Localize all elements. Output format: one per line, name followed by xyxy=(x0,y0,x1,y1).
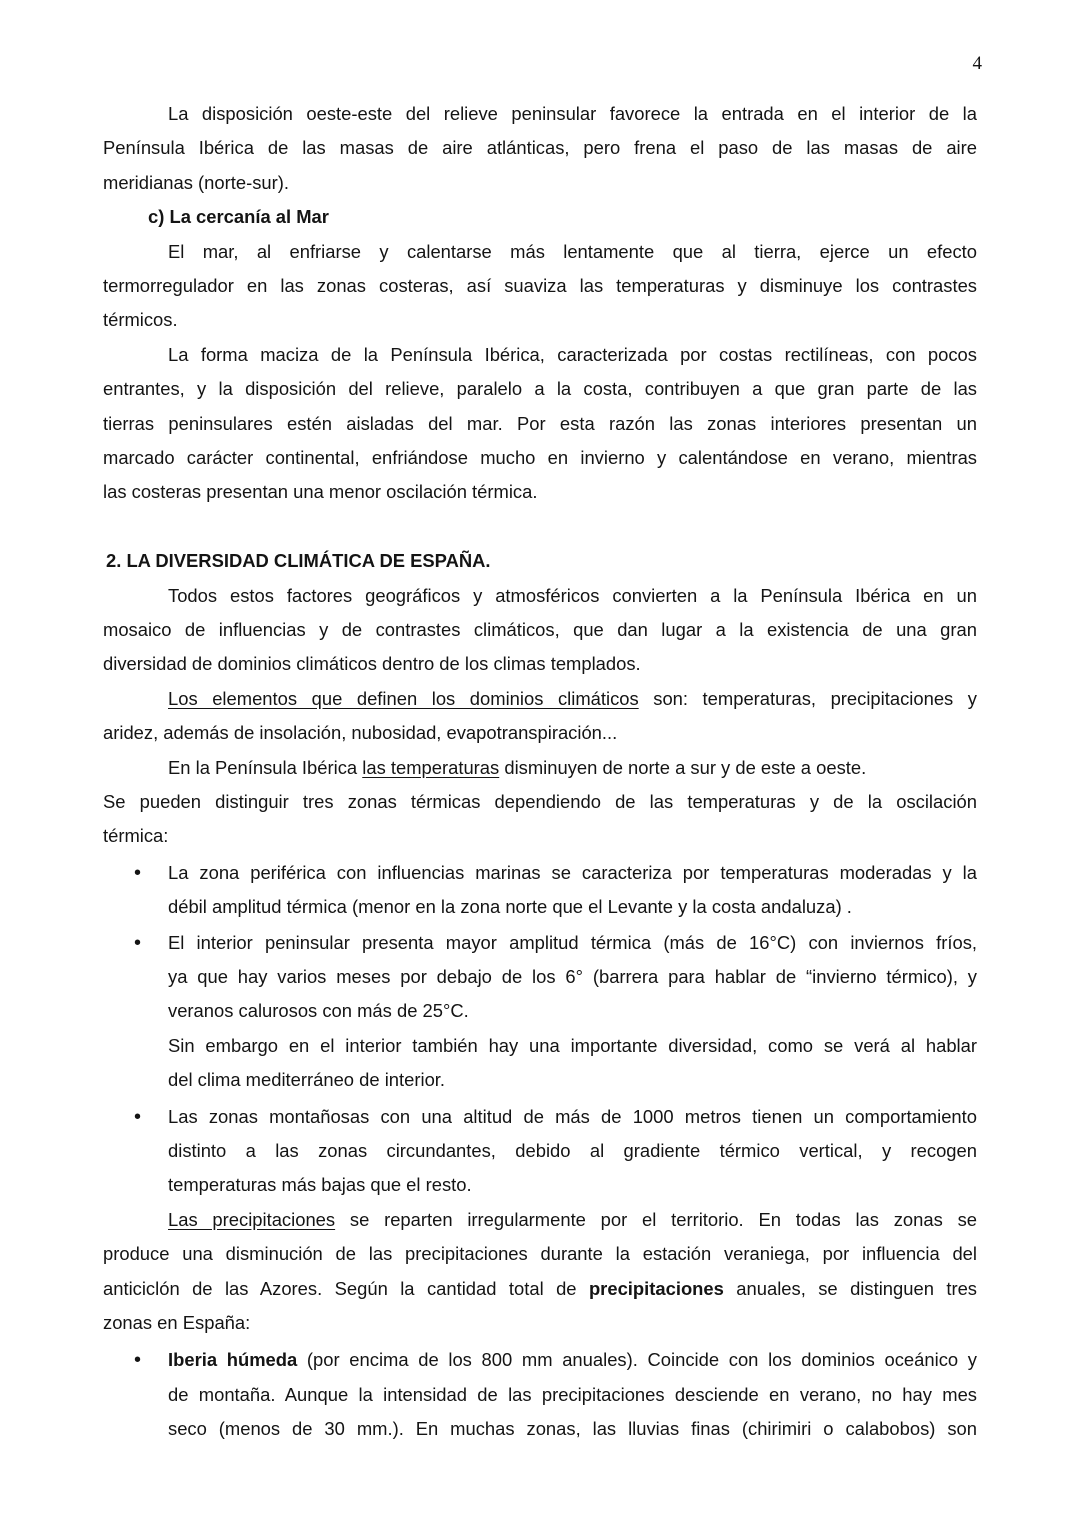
text-span: En la Península Ibérica xyxy=(168,756,363,778)
paragraph-line: aridez, además de insolación, nubosidad, evapotranspiración... xyxy=(103,722,618,744)
bullet: • xyxy=(134,931,142,954)
paragraph-line: las costeras presentan una menor oscilación térmica. xyxy=(103,481,538,503)
paragraph-line: zonas en España: xyxy=(103,1312,251,1333)
paragraph-line: termorregulador en las zonas costeras, así suaviza las temperaturas y disminuye los contrastes xyxy=(103,275,977,296)
page-number: 4 xyxy=(972,53,982,74)
list-item-line: La zona periférica con influencias marinas se caracteriza por temperaturas moderadas y la xyxy=(168,861,977,883)
paragraph-line: La disposición oeste-este del relieve peninsular favorece la entrada en el interior de la xyxy=(168,103,977,124)
bullet: • xyxy=(134,861,142,884)
text-span: anticiclón de las Azores. Según la cantidad total de xyxy=(103,1277,589,1299)
list-item-line: débil amplitud térmica (menor en la zona norte que el Levante y la costa andaluza) . xyxy=(168,896,852,918)
paragraph-line: Se pueden distinguir tres zonas térmicas dependiendo de las temperaturas y de la oscilación xyxy=(103,791,977,812)
paragraph-line: marcado carácter continental, enfriándose mucho en invierno y calentándose en verano, mientras xyxy=(103,447,977,468)
list-item-line: veranos calurosos con más de 25°C. xyxy=(168,1000,469,1022)
text-span: anuales, se distinguen tres xyxy=(723,1277,977,1299)
bold-term: Iberia húmeda xyxy=(168,1349,298,1371)
paragraph-line xyxy=(103,1272,977,1306)
paragraph-line xyxy=(168,1203,977,1237)
list-item-line: temperaturas más bajas que el resto. xyxy=(168,1174,472,1196)
section-heading: 2. LA DIVERSIDAD CLIMÁTICA DE ESPAÑA. xyxy=(106,550,491,572)
bullet: • xyxy=(134,1105,142,1128)
list-item-line: seco (menos de 30 mm.). En muchas zonas, las lluvias finas (chirimiri o calabobos) son xyxy=(168,1418,977,1440)
list-item-line: Sin embargo en el interior también hay una importante diversidad, como se verá al hablar xyxy=(168,1034,977,1056)
paragraph-line: Todos estos factores geográficos y atmosféricos convierten a la Península Ibérica en un xyxy=(168,584,977,606)
list-item-line: de montaña. Aunque la intensidad de las precipitaciones desciende en verano, no hay mes xyxy=(168,1383,977,1405)
bullet: • xyxy=(134,1349,142,1372)
paragraph-line: El mar, al enfriarse y calentarse más lentamente que al tierra, ejerce un efecto xyxy=(168,240,977,262)
list-item-line: distinto a las zonas circundantes, debido al gradiente térmico vertical, y recogen xyxy=(168,1140,977,1161)
underlined-phrase: las temperaturas xyxy=(362,756,500,778)
paragraph-line: mosaico de influencias y de contrastes climáticos, que dan lugar a la existencia de una gran xyxy=(103,619,977,640)
paragraph-line xyxy=(168,751,977,785)
subheading: c) La cercanía al Mar xyxy=(148,206,329,228)
underlined-phrase: Las precipitaciones xyxy=(168,1208,336,1230)
list-item-line: Las zonas montañosas con una altitud de más de 1000 metros tienen un comportamiento xyxy=(168,1105,977,1127)
text-span: son: temperaturas, precipitaciones y xyxy=(638,687,977,709)
paragraph-line xyxy=(168,682,977,716)
paragraph-line: entrantes, y la disposición del relieve, paralelo a la costa, contribuyen a que gran parte de las xyxy=(103,378,977,400)
text-span: se reparten irregularmente por el territorio. En todas las zonas se xyxy=(335,1208,977,1230)
text-span: disminuyen de norte a sur y de este a oeste. xyxy=(499,756,867,778)
paragraph-line: térmicos. xyxy=(103,309,178,331)
paragraph-line: tierras peninsulares estén aisladas del mar. Por esta razón las zonas interiores presentan un xyxy=(103,412,977,434)
list-item-line: ya que hay varios meses por debajo de los 6° (barrera para hablar de “invierno térmico), y xyxy=(168,966,977,987)
list-item-line xyxy=(168,1343,977,1377)
paragraph-line: térmica: xyxy=(103,825,169,847)
paragraph-line: La forma maciza de la Península Ibérica, caracterizada por costas rectilíneas, con pocos xyxy=(168,343,977,365)
paragraph-line: meridianas (norte-sur). xyxy=(103,171,290,193)
paragraph-line: diversidad de dominios climáticos dentro de los climas templados. xyxy=(103,653,641,675)
bold-term: precipitaciones xyxy=(588,1277,724,1299)
paragraph-line: produce una disminución de las precipitaciones durante la estación veraniega, por influencia del xyxy=(103,1243,977,1265)
paragraph-line: Península Ibérica de las masas de aire atlánticas, pero frena el paso de las masas de aire xyxy=(103,137,977,159)
list-item-line: El interior peninsular presenta mayor amplitud térmica (más de 16°C) con inviernos fríos, xyxy=(168,931,977,953)
text-span: (por encima de los 800 mm anuales). Coincide con los dominios oceánico y xyxy=(297,1349,977,1371)
underlined-phrase: Los elementos que definen los dominios climáticos xyxy=(168,687,639,709)
list-item-line: del clima mediterráneo de interior. xyxy=(168,1069,446,1091)
